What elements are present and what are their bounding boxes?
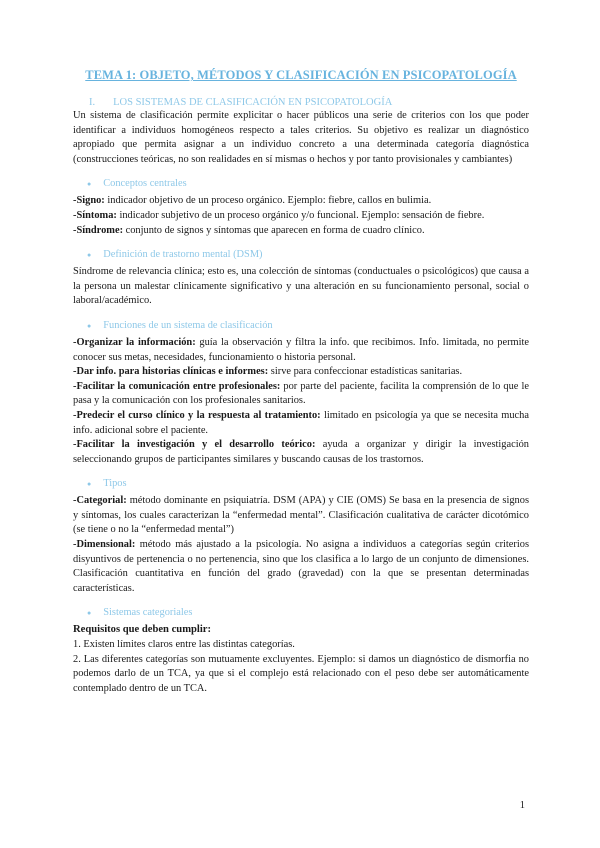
term: -Organizar la información: — [73, 336, 196, 348]
term: -Categorial: — [73, 495, 127, 507]
requirements-heading: Requisitos que deben cumplir: — [73, 624, 212, 636]
section-heading — [73, 97, 529, 108]
term: -Síndrome: — [73, 224, 124, 236]
requirement-item: 1. Existen límites claros entre las distintas categorías. — [73, 639, 295, 651]
definition-line — [73, 209, 529, 224]
term-text: limitado en psicología ya que se necesita mucha info. adicional sobre el paciente. — [73, 409, 529, 436]
definition-line — [73, 194, 529, 209]
term-text: conjunto de signos y síntomas que aparecen en forma de cuadro clínico. — [123, 224, 425, 236]
subheading-conceptos — [73, 177, 529, 191]
term-text: sirve para confeccionar estadísticas sanitarias. — [268, 366, 463, 378]
section-number: I. — [89, 97, 96, 108]
term: -Signo: — [73, 195, 105, 207]
bullet-icon: ● — [87, 480, 92, 489]
term: -Dar info. para historias clínicas e informes: — [73, 366, 269, 378]
subheading-funciones — [73, 319, 529, 333]
bullet-icon: ● — [87, 609, 92, 618]
subheading-label: Definición de trastorno mental (DSM) — [103, 249, 263, 261]
bullet-icon: ● — [87, 251, 92, 260]
function-line — [73, 365, 529, 380]
term: -Síntoma: — [73, 209, 117, 221]
subheading-label: Sistemas categoriales — [103, 607, 193, 619]
page-title: TEMA 1: OBJETO, MÉTODOS Y CLASIFICACIÓN EN PSICOPATOLOGÍA — [85, 68, 517, 82]
type-line — [73, 494, 529, 538]
type-line — [73, 538, 529, 596]
term-text: por parte del paciente, facilita la comprensión de lo que le pasa y la comunicación con los profesionales sanitarios. — [73, 380, 529, 407]
term: -Dimensional: — [73, 539, 136, 551]
term: -Facilitar la comunicación entre profesionales: — [73, 380, 281, 392]
term-text: guía la observación y filtra la info. que recibimos. Info. limitada, no permite conocer sus metas, necesidades, funcionamiento o historia personal. — [73, 336, 529, 363]
term-text: indicador subjetivo de un proceso orgánico y/o funcional. Ejemplo: sensación de fiebre. — [116, 209, 485, 221]
term-text: método dominante en psiquiatría. DSM (APA) y CIE (OMS) Se basa en la presencia de signos y síntomas, los cuales caracterizan la “enfermedad mental”. Clasificación cualitativa de carácter dicotómico (se tiene o no la “enfermedad mental”) — [73, 495, 529, 536]
page-number: 1 — [519, 800, 525, 811]
intro-paragraph: Un sistema de clasificación permite explicitar o hacer públicos una serie de criterios con los que poder identificar a individuos homogéneos respecto a tales criterios. Su objetivo es realizar un diagnóstico apropiado que permita asignar a un individuo concreto a una determinada categoría diagnóstica (construcciones teóricas, no son realidades en sí mismas o hechos y por tanto provisionales y cambiantes) — [73, 110, 529, 165]
subheading-tipos — [73, 477, 529, 491]
subheading-categoriales — [73, 606, 529, 620]
subheading-label: Conceptos centrales — [103, 178, 187, 190]
function-line — [73, 409, 529, 438]
term-text: ayuda a organizar y dirigir la investigación seleccionando grupos de participantes similares y buscando causas de los trastornos. — [73, 439, 529, 465]
bullet-icon: ● — [87, 180, 92, 189]
requirement-item: 2. Las diferentes categorías son mutuamente excluyentes. Ejemplo: si damos un diagnóstico de dismorfia no podemos darlo de un TCA, ya que si el complejo está relacionado con el peso debe ser automáticamente contemplado dentro de un TCA. — [73, 653, 529, 694]
bullet-icon: ● — [87, 321, 92, 330]
section-label: LOS SISTEMAS DE CLASIFICACIÓN EN PSICOPATOLOGÍA — [113, 97, 393, 108]
definition-paragraph: Síndrome de relevancia clínica; esto es, una colección de síntomas (conductuales o psicológicos) que causa a la persona un malestar clínicamente significativo y una alteración en su funcionamiento personal, social o laboral/académico. — [73, 266, 529, 307]
function-line — [73, 336, 529, 365]
definition-line — [73, 224, 529, 239]
term-text: indicador objetivo de un proceso orgánico. Ejemplo: fiebre, callos en bulimia. — [104, 195, 432, 207]
term-text: método más ajustado a la psicología. No asigna a individuos a categorías según criterios disyuntivos de pertenencia o no pertenencia, sino que los clasifica a lo largo de un conjunto de dimensiones. Clasificación cuantitativa en función del grado (gravedad) con la que se presentan determinadas características. — [73, 539, 529, 594]
page-content — [73, 68, 529, 696]
term: -Facilitar la investigación y el desarrollo teórico: — [73, 439, 316, 451]
function-line — [73, 380, 529, 409]
function-line — [73, 438, 529, 467]
subheading-label: Funciones de un sistema de clasificación — [103, 319, 273, 331]
subheading-definicion — [73, 248, 529, 262]
term: -Predecir el curso clínico y la respuesta al tratamiento: — [73, 409, 321, 421]
subheading-label: Tipos — [103, 478, 127, 490]
